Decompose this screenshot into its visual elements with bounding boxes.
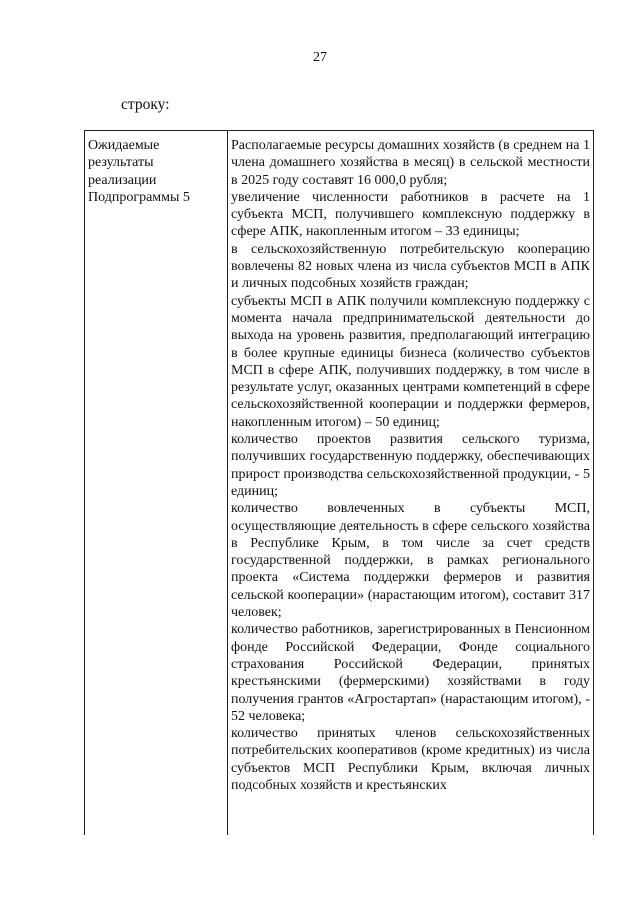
content-cell bbox=[228, 131, 594, 836]
content-text bbox=[231, 137, 590, 794]
paragraph: количество проектов развития сельского туризма, получивших государственную поддержку, обеспечивающих прирост производства сельскохозяйственной продукции, - 5 единиц; bbox=[231, 432, 590, 499]
table-row bbox=[85, 131, 594, 836]
label-cell bbox=[85, 131, 228, 836]
results-table bbox=[84, 130, 594, 835]
paragraph: Располагаемые ресурсы домашних хозяйств (в среднем на 1 члена домашнего хозяйства в месяц) в сельской местности в 2025 году составят 16 000,0 рубля; bbox=[231, 138, 590, 188]
label-text: Ожидаемые результаты реализации Подпрограммы 5 bbox=[88, 138, 190, 205]
paragraph: увеличение численности работников в расчете на 1 субъекта МСП, получившего комплексную поддержку в сфере АПК, накопленным итогом – 33 единицы; bbox=[231, 189, 590, 240]
paragraph: количество работников, зарегистрированных в Пенсионном фонде Российской Федерации, Фонде социального страхования Российской Федерации, принятых крестьянскими (фермерскими) хозяйствами в году получения грантов «Агростартап» (нарастающим итогом), - 52 человека; bbox=[231, 622, 590, 724]
paragraph: количество принятых членов сельскохозяйственных потребительских кооперативов (кроме кредитных) из числа субъектов МСП Республики Крым, включая личных подсобных хозяйств и крестьянских bbox=[231, 726, 590, 793]
page-number: 27 bbox=[313, 50, 327, 65]
paragraph: количество вовлеченных в субъекты МСП, осуществляющие деятельность в сфере сельского хозяйства в Республике Крым, в том числе за счет средств государственной поддержки, в рамках регионального проекта «Система поддержки фермеров и развития сельской кооперации» (нарастающим итогом), составит 317 человек; bbox=[231, 501, 590, 621]
paragraph: субъекты МСП в АПК получили комплексную поддержку с момента начала предпринимательской деятельности до выхода на уровень развития, предполагающий интеграцию в более крупные единицы бизнеса (количество субъектов МСП в сфере АПК, получивших поддержку, в том числе в результате услуг, оказанных центрами компетенций в сфере сельскохозяйственной кооперации и поддержки фермеров, накопленным итогом) – 50 единиц; bbox=[231, 293, 590, 430]
paragraph: в сельскохозяйственную потребительскую кооперацию вовлечены 82 новых члена из числа субъектов МСП в АПК и личных подсобных хозяйств граждан; bbox=[231, 241, 590, 292]
intro-text: строку: bbox=[121, 96, 170, 113]
